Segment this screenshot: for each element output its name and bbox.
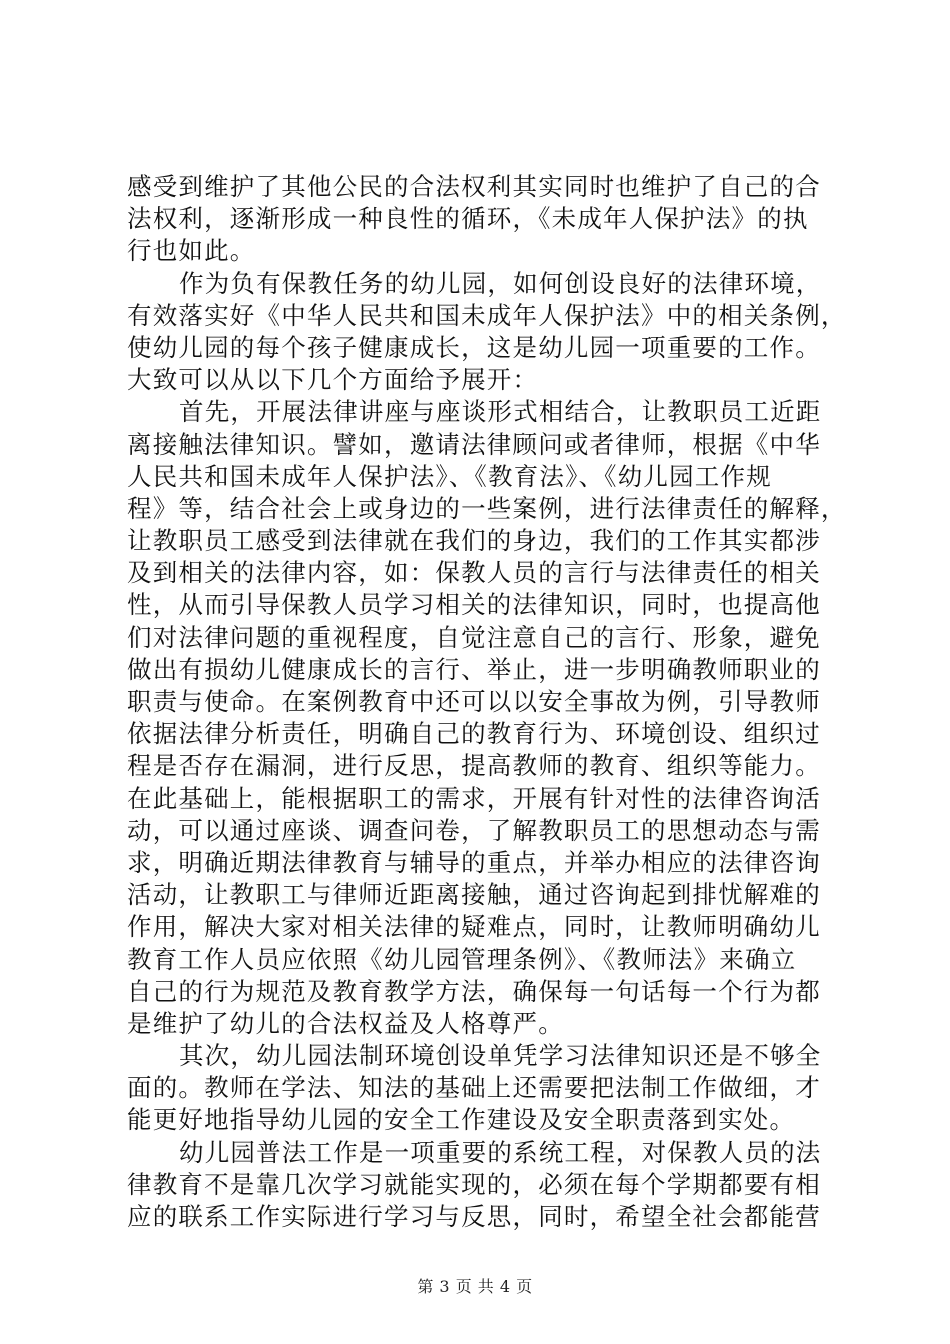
text-line: 性，从而引导保教人员学习相关的法律知识，同时，也提高他: [127, 590, 821, 620]
text-line: 律教育不是靠几次学习就能实现的，必须在每个学期都要有相: [127, 1169, 821, 1199]
text-line: 自己的行为规范及教育教学方法，确保每一句话每一个行为都: [127, 976, 821, 1006]
text-line: 动，可以通过座谈、调查问卷，了解教职员工的思想动态与需: [127, 815, 821, 845]
text-line: 其次，幼儿园法制环境创设单凭学习法律知识还是不够全: [179, 1041, 822, 1071]
text-line: 活动，让教职工与律师近距离接触，通过咨询起到排忧解难的: [127, 880, 821, 910]
text-line: 求，明确近期法律教育与辅导的重点，并举办相应的法律咨询: [127, 847, 821, 877]
text-line: 做出有损幼儿健康成长的言行、举止，进一步明确教师职业的: [127, 654, 821, 684]
text-line: 离接触法律知识。譬如，邀请法律顾问或者律师，根据《中华: [127, 429, 821, 459]
text-line: 程是否存在漏洞，进行反思，提高教师的教育、组织等能力。: [127, 751, 821, 781]
body-text: [127, 171, 847, 1233]
text-line: 让教职员工感受到法律就在我们的身边，我们的工作其实都涉: [127, 526, 821, 556]
text-line: 首先，开展法律讲座与座谈形式相结合，让教职员工近距: [179, 397, 822, 427]
page-footer: 第 3 页 共 4 页: [417, 1277, 533, 1296]
text-line: 感受到维护了其他公民的合法权利其实同时也维护了自己的合: [127, 172, 821, 201]
text-line: 在此基础上，能根据职工的需求，开展有针对性的法律咨询活: [127, 783, 821, 813]
text-line: 面的。教师在学法、知法的基础上还需要把法制工作做细，才: [127, 1073, 821, 1103]
text-line: 依据法律分析责任，明确自己的教育行为、环境创设、组织过: [127, 719, 821, 749]
text-line: 能更好地指导幼儿园的安全工作建设及安全职责落到实处。: [127, 1105, 796, 1135]
text-line: 们对法律问题的重视程度，自觉注意自己的言行、形象，避免: [127, 622, 821, 652]
text-line: 程》等，结合社会上或身边的一些案例，进行法律责任的解释，: [127, 493, 847, 523]
text-line: 教育工作人员应依照《幼儿园管理条例》、《教师法》来确立: [127, 944, 797, 974]
text-line: 人民共和国未成年人保护法》、《教育法》、《幼儿园工作规: [127, 461, 772, 491]
text-line: 职责与使命。在案例教育中还可以以安全事故为例，引导教师: [127, 687, 821, 716]
text-line: 法权利，逐渐形成一种良性的循环，《未成年人保护法》的执: [127, 204, 809, 234]
text-line: 作为负有保教任务的幼儿园，如何创设良好的法律环境，: [179, 268, 822, 298]
text-line: 使幼儿园的每个孩子健康成长，这是幼儿园一项重要的工作。: [127, 332, 821, 362]
text-line: 有效落实好《中华人民共和国未成年人保护法》中的相关条例，: [127, 300, 847, 330]
text-line: 行也如此。: [127, 236, 256, 266]
text-line: 大致可以从以下几个方面给予展开：: [127, 365, 539, 395]
text-line: 作用，解决大家对相关法律的疑难点，同时，让教师明确幼儿: [127, 912, 821, 942]
text-line: 应的联系工作实际进行学习与反思，同时，希望全社会都能营: [127, 1202, 821, 1231]
text-line: 及到相关的法律内容，如：保教人员的言行与法律责任的相关: [127, 558, 821, 588]
text-line: 是维护了幼儿的合法权益及人格尊严。: [127, 1008, 564, 1038]
text-line: 幼儿园普法工作是一项重要的系统工程，对保教人员的法: [179, 1137, 822, 1167]
